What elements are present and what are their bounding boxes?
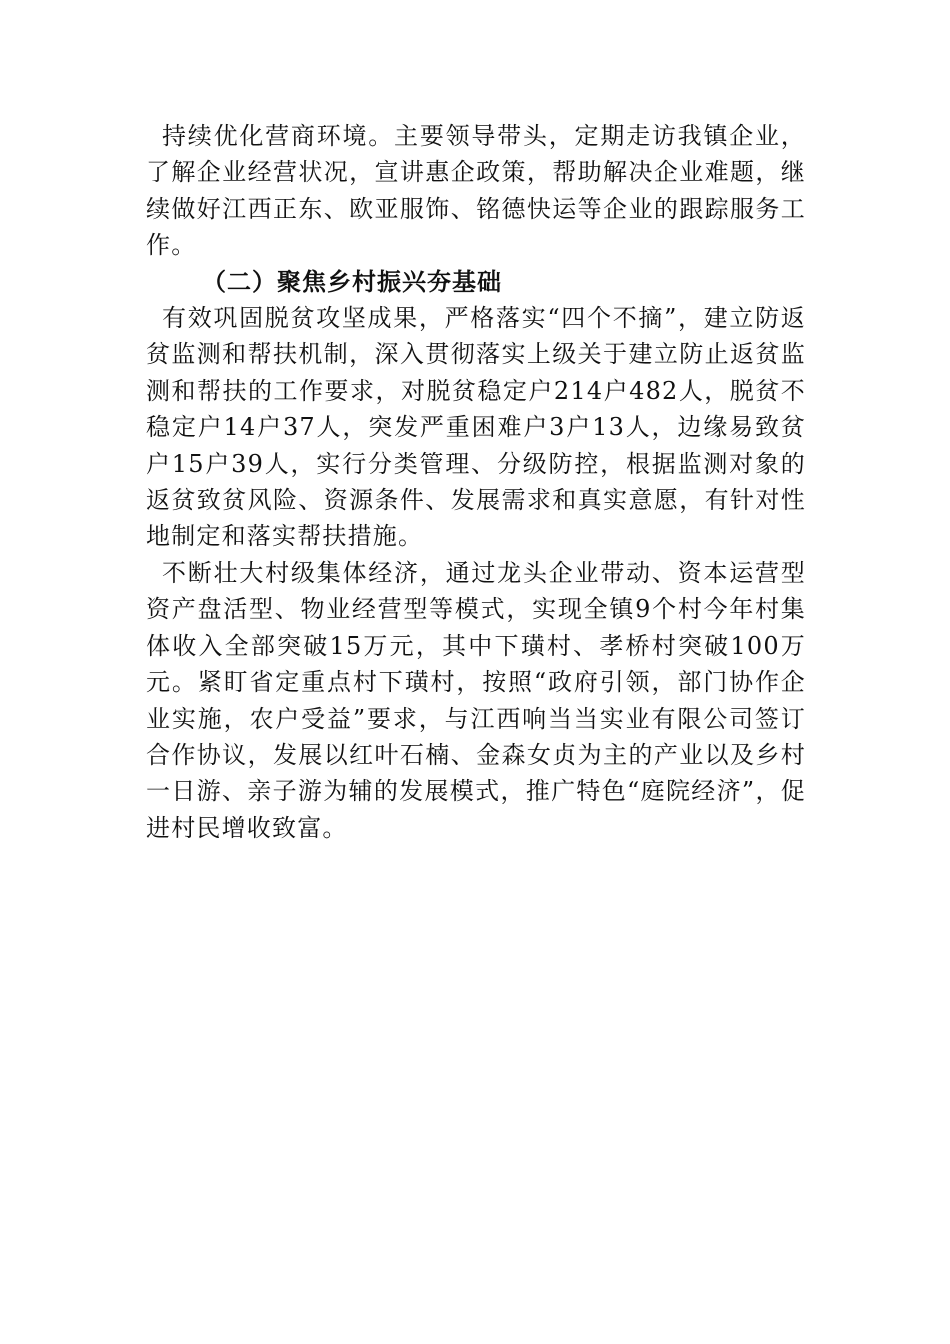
document-body bbox=[146, 118, 806, 846]
paragraph-poverty-alleviation: 有效巩固脱贫攻坚成果，严格落实“四个不摘”，建立防返贫监测和帮扶机制，深入贯彻落实上级关于建立防止返贫监测和帮扶的工作要求，对脱贫稳定户214户482人，脱贫不稳定户14户37人，突发严重困难户3户13人，边缘易致贫户15户39人，实行分类管理、分级防控，根据监测对象的返贫致贫风险、资源条件、发展需求和真实意愿，有针对性地制定和落实帮扶措施。 bbox=[146, 304, 806, 551]
section-heading-rural-revitalization: （二）聚焦乡村振兴夯基础 bbox=[202, 266, 502, 296]
paragraph-business-environment: 持续优化营商环境。主要领导带头，定期走访我镇企业，了解企业经营状况，宣讲惠企政策，帮助解决企业难题，继续做好江西正东、欧亚服饰、铭德快运等企业的跟踪服务工作。 bbox=[146, 122, 806, 260]
paragraph-collective-economy: 不断壮大村级集体经济，通过龙头企业带动、资本运营型资产盘活型、物业经营型等模式，实现全镇9个村今年村集体收入全部突破15万元，其中下璜村、孝桥村突破100万元。紧盯省定重点村下璜村，按照“政府引领，部门协作企业实施，农户受益”要求，与江西响当当实业有限公司签订合作协议，发展以红叶石楠、金森女贞为主的产业以及乡村一日游、亲子游为辅的发展模式，推广特色“庭院经济”，促进村民增收致富。 bbox=[146, 558, 806, 842]
